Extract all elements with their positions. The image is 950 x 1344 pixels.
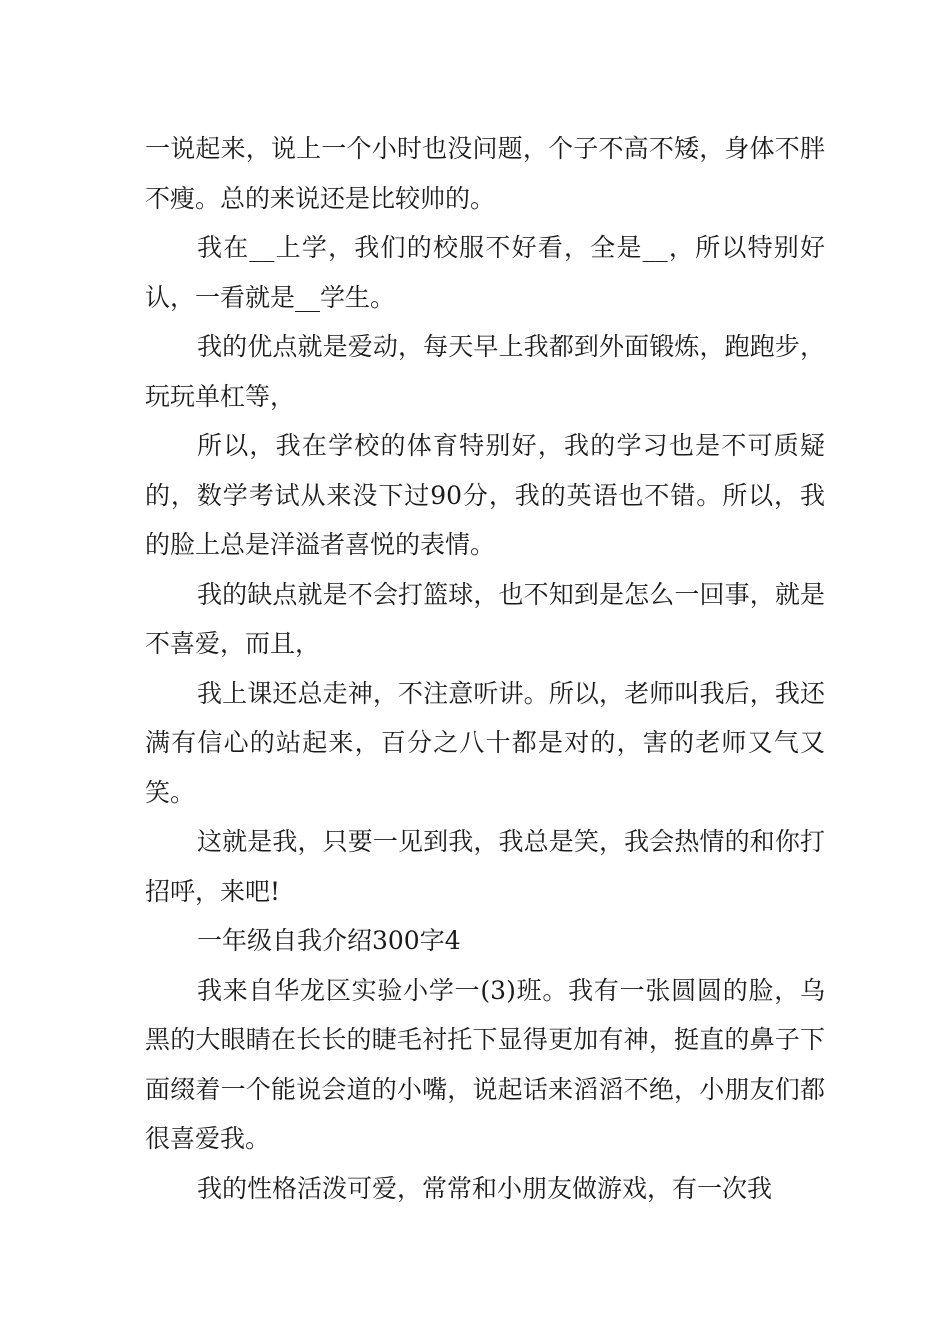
paragraph-greeting: 这就是我，只要一见到我，我总是笑，我会热情的和你打招呼，来吧! (145, 827, 825, 906)
paragraph-class: 我上课还总走神，不注意听讲。所以，老师叫我后，我还满有信心的站起来，百分之八十都是对的，害的老师又气又笑。 (145, 678, 825, 807)
paragraph-continued: 一说起来，说上一个小时也没问题，个子不高不矮，身体不胖不瘦。总的来说还是比较帅的。 (145, 134, 825, 213)
paragraph-school: 我在__上学，我们的校服不好看，全是__，所以特别好认，一看就是__学生。 (145, 233, 825, 312)
paragraph-strengths: 我的优点就是爱动，每天早上我都到外面锻炼，跑跑步，玩玩单杠等， (145, 332, 825, 411)
paragraph-weakness: 我的缺点就是不会打篮球，也不知到是怎么一回事，就是不喜爱，而且， (145, 579, 825, 658)
document-body (145, 124, 825, 1213)
paragraph-intro: 我来自华龙区实验小学一(3)班。我有一张圆圆的脸，乌黑的大眼睛在长长的睫毛衬托下显得更加有神，挺直的鼻子下面缀着一个能说会道的小嘴，说起话来滔滔不绝，小朋友们都很喜爱我。 (145, 975, 825, 1153)
paragraph-study: 所以，我在学校的体育特别好，我的学习也是不可质疑的，数学考试从来没下过90分，我的英语也不错。所以，我的脸上总是洋溢者喜悦的表情。 (145, 431, 825, 559)
section-heading: 一年级自我介绍300字4 (197, 926, 461, 955)
paragraph-personality: 我的性格活泼可爱，常常和小朋友做游戏，有一次我 (197, 1173, 773, 1203)
